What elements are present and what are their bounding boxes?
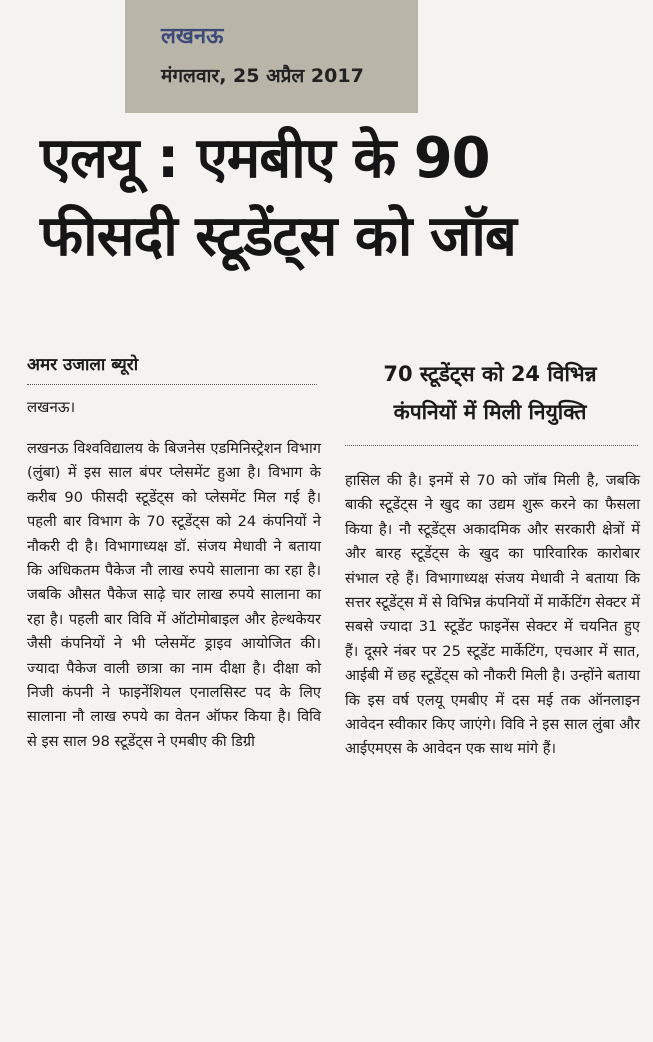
subheadline-line-2: कंपनियों में मिली नियुक्ति — [393, 400, 587, 424]
headline-line-2: फीसदी स्टूडेंट्स को जॉब — [40, 204, 516, 269]
headline — [40, 120, 640, 276]
byline: अमर उजाला ब्यूरो — [27, 355, 139, 375]
dateline: लखनऊ। — [27, 398, 76, 416]
masthead-date: मंगलवार, 25 अप्रैल 2017 — [161, 65, 364, 87]
subheadline-line-1: 70 स्टूडेंट्स को 24 विभिन्न — [383, 362, 597, 386]
article-column-left: लखनऊ विश्वविद्यालय के बिजनेस एडमिनिस्ट्रेशन विभाग (लुंबा) में इस साल बंपर प्लेसमेंट हुआ है। विभाग के करीब 90 फीसदी स्टूडेंट्स को प्लेसमेंट मिल गई है। पहली बार विभाग के 70 स्टूडेंट्स को 24 कंपनियों ने नौकरी दी है। विभागाध्यक्ष डॉ. संजय मेधावी ने बताया कि अधिकतम पैकेज नौ लाख रुपये सालाना का रहा है। जबकि औसत पैकेज साढ़े चार लाख रुपये सालाना का रहा है। पहली बार विवि में ऑटोमोबाइल और हेल्थकेयर जैसी कंपनियों ने भी प्लेसमेंट ड्राइव आयोजित की। ज्यादा पैकेज वाली छात्रा का नाम दीक्षा है। दीक्षा को निजी कंपनी ने फाइनेंशियल एनालसिस्ट पद के लिए सालाना नौ लाख रुपये का वेतन ऑफर किया है। विवि से इस साल 98 स्टूडेंट्स ने एमबीए की डिग्री — [27, 440, 321, 750]
headline-line-1: एलयू : एमबीए के 90 — [40, 126, 490, 191]
subheadline — [345, 355, 635, 431]
subheadline-divider — [345, 445, 638, 446]
masthead-city: लखनऊ — [161, 24, 224, 49]
byline-divider — [27, 384, 317, 385]
masthead — [125, 0, 418, 113]
article-column-right: हासिल की है। इनमें से 70 को जॉब मिली है, जबकि बाकी स्टूडेंट्स ने खुद का उद्यम शुरू करने का फैसला किया है। नौ स्टूडेंट्स अकादमिक और सरकारी क्षेत्रों में और बारह स्टूडेंट्स के खुद का पारिवारिक कारोबार संभाल रहे हैं। विभागाध्यक्ष संजय मेधावी ने बताया कि सत्तर स्टूडेंट्स में से विभिन्न कंपनियों में मार्केटिंग सेक्टर में सबसे ज्यादा 31 स्टूडेंट फाइनेंस सेक्टर में चयनित हुए हैं। दूसरे नंबर पर 25 स्टूडेंट मार्केटिंग, एचआर में सात, आईबी में छह स्टूडेंट्स को नौकरी मिली है। उन्होंने बताया कि इस वर्ष एलयू एमबीए में दस मई तक ऑनलाइन आवेदन स्वीकार किए जाएंगे। विवि ने इस साल लुंबा और आईएमएस के आवेदन एक साथ मांगे हैं। — [345, 472, 640, 758]
